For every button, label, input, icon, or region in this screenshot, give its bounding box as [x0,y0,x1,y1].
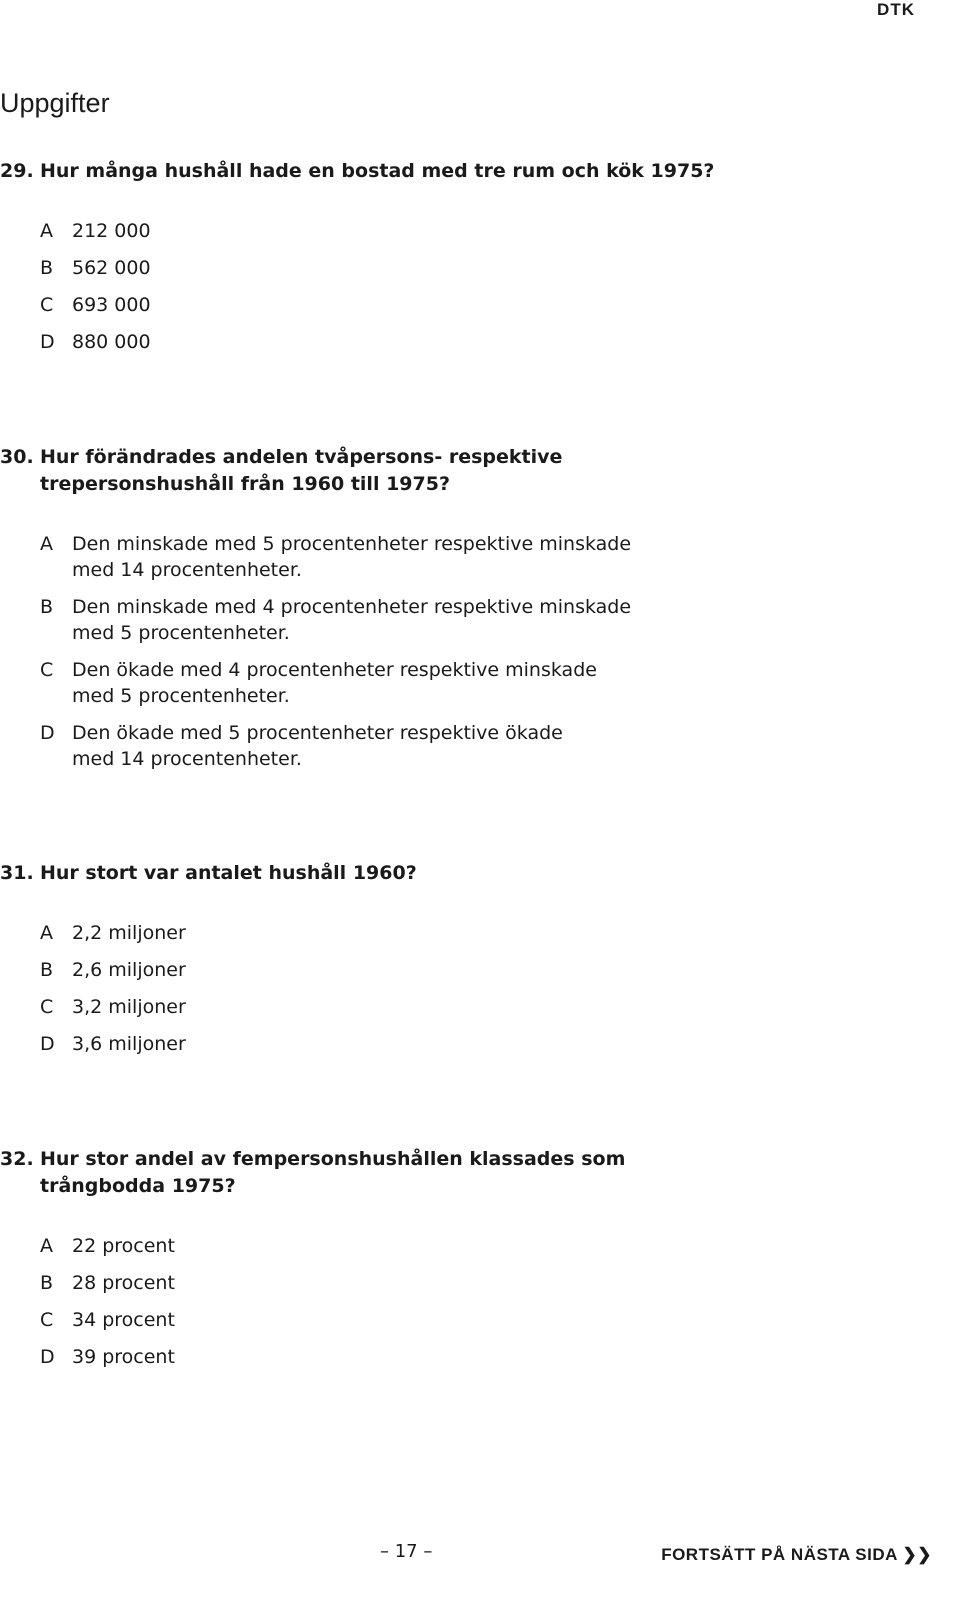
option-text: 22 procent [72,1235,175,1257]
question-31 [0,860,760,1057]
continue-label: FORTSÄTT PÅ NÄSTA SIDA ❯❯ [661,1545,932,1564]
question-heading [0,158,760,185]
option-text: 693 000 [72,294,151,316]
option-letter: D [40,1346,55,1368]
option-letter: D [40,331,55,353]
question-number: 29. [0,160,34,182]
option-letter: A [40,1235,53,1257]
option-letter: D [40,1033,55,1055]
option-c[interactable] [0,292,760,318]
option-list [0,218,760,355]
option-text: 880 000 [72,331,151,353]
page-number: – 17 – [380,1541,433,1562]
option-text: Den ökade med 5 procentenheter respektive ökade med 14 procentenheter. [72,722,563,770]
option-letter: A [40,922,53,944]
option-list [0,1233,760,1370]
question-30 [0,444,760,772]
option-c[interactable] [0,657,760,709]
option-letter: C [40,1309,54,1331]
option-b[interactable] [0,1270,760,1296]
option-text: 562 000 [72,257,151,279]
option-letter: D [40,722,55,744]
option-a[interactable] [0,218,760,244]
option-a[interactable] [0,1233,760,1259]
question-number: 31. [0,862,34,884]
option-text: 3,6 miljoner [72,1033,186,1055]
option-letter: C [40,294,54,316]
option-a[interactable] [0,920,760,946]
option-b[interactable] [0,594,760,646]
option-c[interactable] [0,994,760,1020]
question-number: 30. [0,446,34,468]
question-heading [0,860,760,887]
option-text: 2,2 miljoner [72,922,186,944]
option-c[interactable] [0,1307,760,1333]
option-text: 28 procent [72,1272,175,1294]
option-letter: A [40,220,53,242]
question-number: 32. [0,1148,34,1170]
option-letter: C [40,659,54,681]
option-letter: B [40,1272,54,1294]
option-text: 39 procent [72,1346,175,1368]
option-d[interactable] [0,1344,760,1370]
option-text: 2,6 miljoner [72,959,186,981]
option-letter: B [40,596,54,618]
option-b[interactable] [0,255,760,281]
option-text: 212 000 [72,220,151,242]
header-tag: DTK [877,0,915,19]
section-title: Uppgifter [0,88,110,118]
option-text: 34 procent [72,1309,175,1331]
question-32 [0,1146,760,1370]
option-list [0,920,760,1057]
option-d[interactable] [0,1031,760,1057]
question-text: Hur förändrades andelen tvåpersons- respektive trepersonshushåll från 1960 till 1975? [40,446,563,495]
question-text: Hur stort var antalet hushåll 1960? [40,862,417,884]
option-letter: B [40,959,54,981]
option-d[interactable] [0,329,760,355]
option-letter: A [40,533,53,555]
option-text: Den minskade med 4 procentenheter respektive minskade med 5 procentenheter. [72,596,632,644]
question-29 [0,158,760,355]
question-text: Hur många hushåll hade en bostad med tre rum och kök 1975? [40,160,715,182]
option-letter: B [40,257,54,279]
option-b[interactable] [0,957,760,983]
option-d[interactable] [0,720,760,772]
question-text: Hur stor andel av fempersonshushållen klassades som trångbodda 1975? [40,1148,626,1197]
option-text: 3,2 miljoner [72,996,186,1018]
question-heading [0,1146,760,1200]
option-text: Den ökade med 4 procentenheter respektive minskade med 5 procentenheter. [72,659,597,707]
option-text: Den minskade med 5 procentenheter respektive minskade med 14 procentenheter. [72,533,632,581]
question-heading [0,444,760,498]
option-a[interactable] [0,531,760,583]
option-letter: C [40,996,54,1018]
option-list [0,531,760,772]
